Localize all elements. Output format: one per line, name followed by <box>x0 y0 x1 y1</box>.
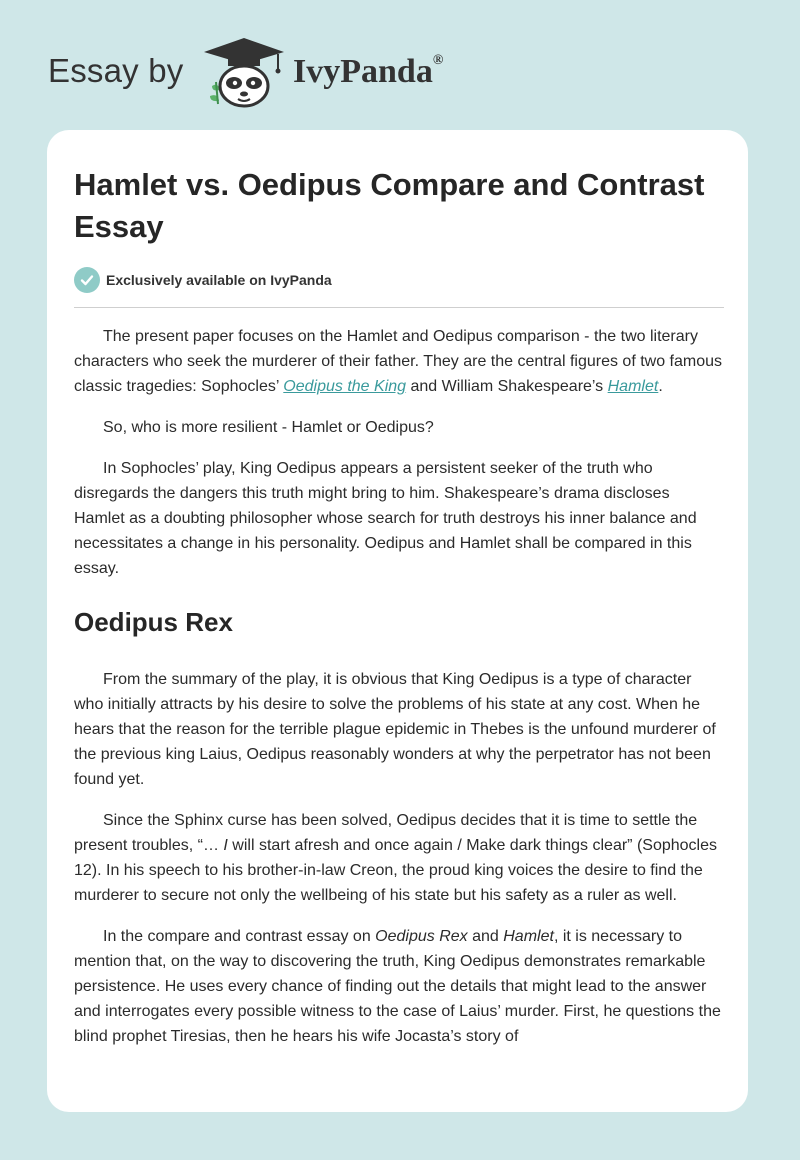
paragraph-italic: Oedipus Rex <box>375 928 468 945</box>
title-divider <box>74 307 724 308</box>
brand-wordmark[interactable] <box>293 53 443 91</box>
check-circle-icon <box>74 267 100 293</box>
paragraph-text: will start afresh and once again / Make dark things clear” (Sophocles 12). In his speech to his brother-in-law Creon, the proud king voices the desire to find the murderer to secure not only the wellbeing of his state but his safety as a ruler as well. <box>74 837 717 904</box>
paragraph-question: So, who is more resilient - Hamlet or Oedipus? <box>103 419 434 436</box>
panda-logo-icon[interactable] <box>198 36 290 108</box>
site-header <box>0 0 800 130</box>
oedipus-the-king-link[interactable]: Oedipus the King <box>283 378 407 395</box>
paragraph-intro <box>74 324 724 399</box>
paragraph-italic: I <box>223 837 228 854</box>
brand-name: IvyPanda <box>293 53 433 90</box>
hamlet-link[interactable]: Hamlet <box>607 378 659 395</box>
paragraph-text: and <box>467 928 504 945</box>
paragraph-text: Since the Sphinx curse has been solved, Oedipus decides that it is time to settle the present troubles, “… <box>74 812 698 854</box>
exclusive-badge <box>74 266 724 294</box>
essay-title: Hamlet vs. Oedipus Compare and Contrast Essay <box>74 167 705 244</box>
paragraph-text: , it is necessary to mention that, on the way to discovering the truth, King Oedipus demonstrates remarkable persistence. He uses every chance of finding out the details that might lead to the answer and interrogates every possible witness to the case of Laius’ murder. First, he questions the blind prophet Tiresias, then he hears his wife Jocasta’s story of <box>74 928 721 1045</box>
paragraph-text: In the compare and contrast essay on <box>103 928 376 945</box>
paragraph-text: . <box>658 378 663 395</box>
registered-mark: ® <box>432 52 444 68</box>
paragraph-summary: From the summary of the play, it is obvious that King Oedipus is a type of character who initially attracts by his desire to solve the problems of his state at any cost. When he hears that the reason for the terrible plague epidemic in Thebes is the unfound murderer of the previous king Laius, Oedipus reasonably wonders at why the perpetrator has not been found yet. <box>74 671 716 788</box>
paragraph-text: and William Shakespeare’s <box>406 378 608 395</box>
paragraph-compare <box>74 924 724 1049</box>
paragraph-thesis: In Sophocles’ play, King Oedipus appears a persistent seeker of the truth who disregards the dangers this truth might bring to him. Shakespeare’s drama discloses Hamlet as a doubting philosopher whose search for truth destroys his inner balance and necessitates a change in his personality. Oedipus and Hamlet shall be compared in this essay. <box>74 460 697 577</box>
essay-content <box>74 164 724 1049</box>
paragraph-text: The present paper focuses on the Hamlet and Oedipus comparison - the two literary characters who seek the murderer of their father. They are the central figures of two famous classic tragedies: Sophocles’ <box>74 328 723 395</box>
section-heading-oedipus-rex: Oedipus Rex <box>74 607 233 637</box>
paragraph-italic: Hamlet <box>503 928 554 945</box>
essay-by-label: Essay by <box>48 52 184 89</box>
exclusive-badge-label: Exclusively available on IvyPanda <box>106 272 332 288</box>
paragraph-sphinx <box>74 808 724 908</box>
essay-card <box>47 130 748 1112</box>
